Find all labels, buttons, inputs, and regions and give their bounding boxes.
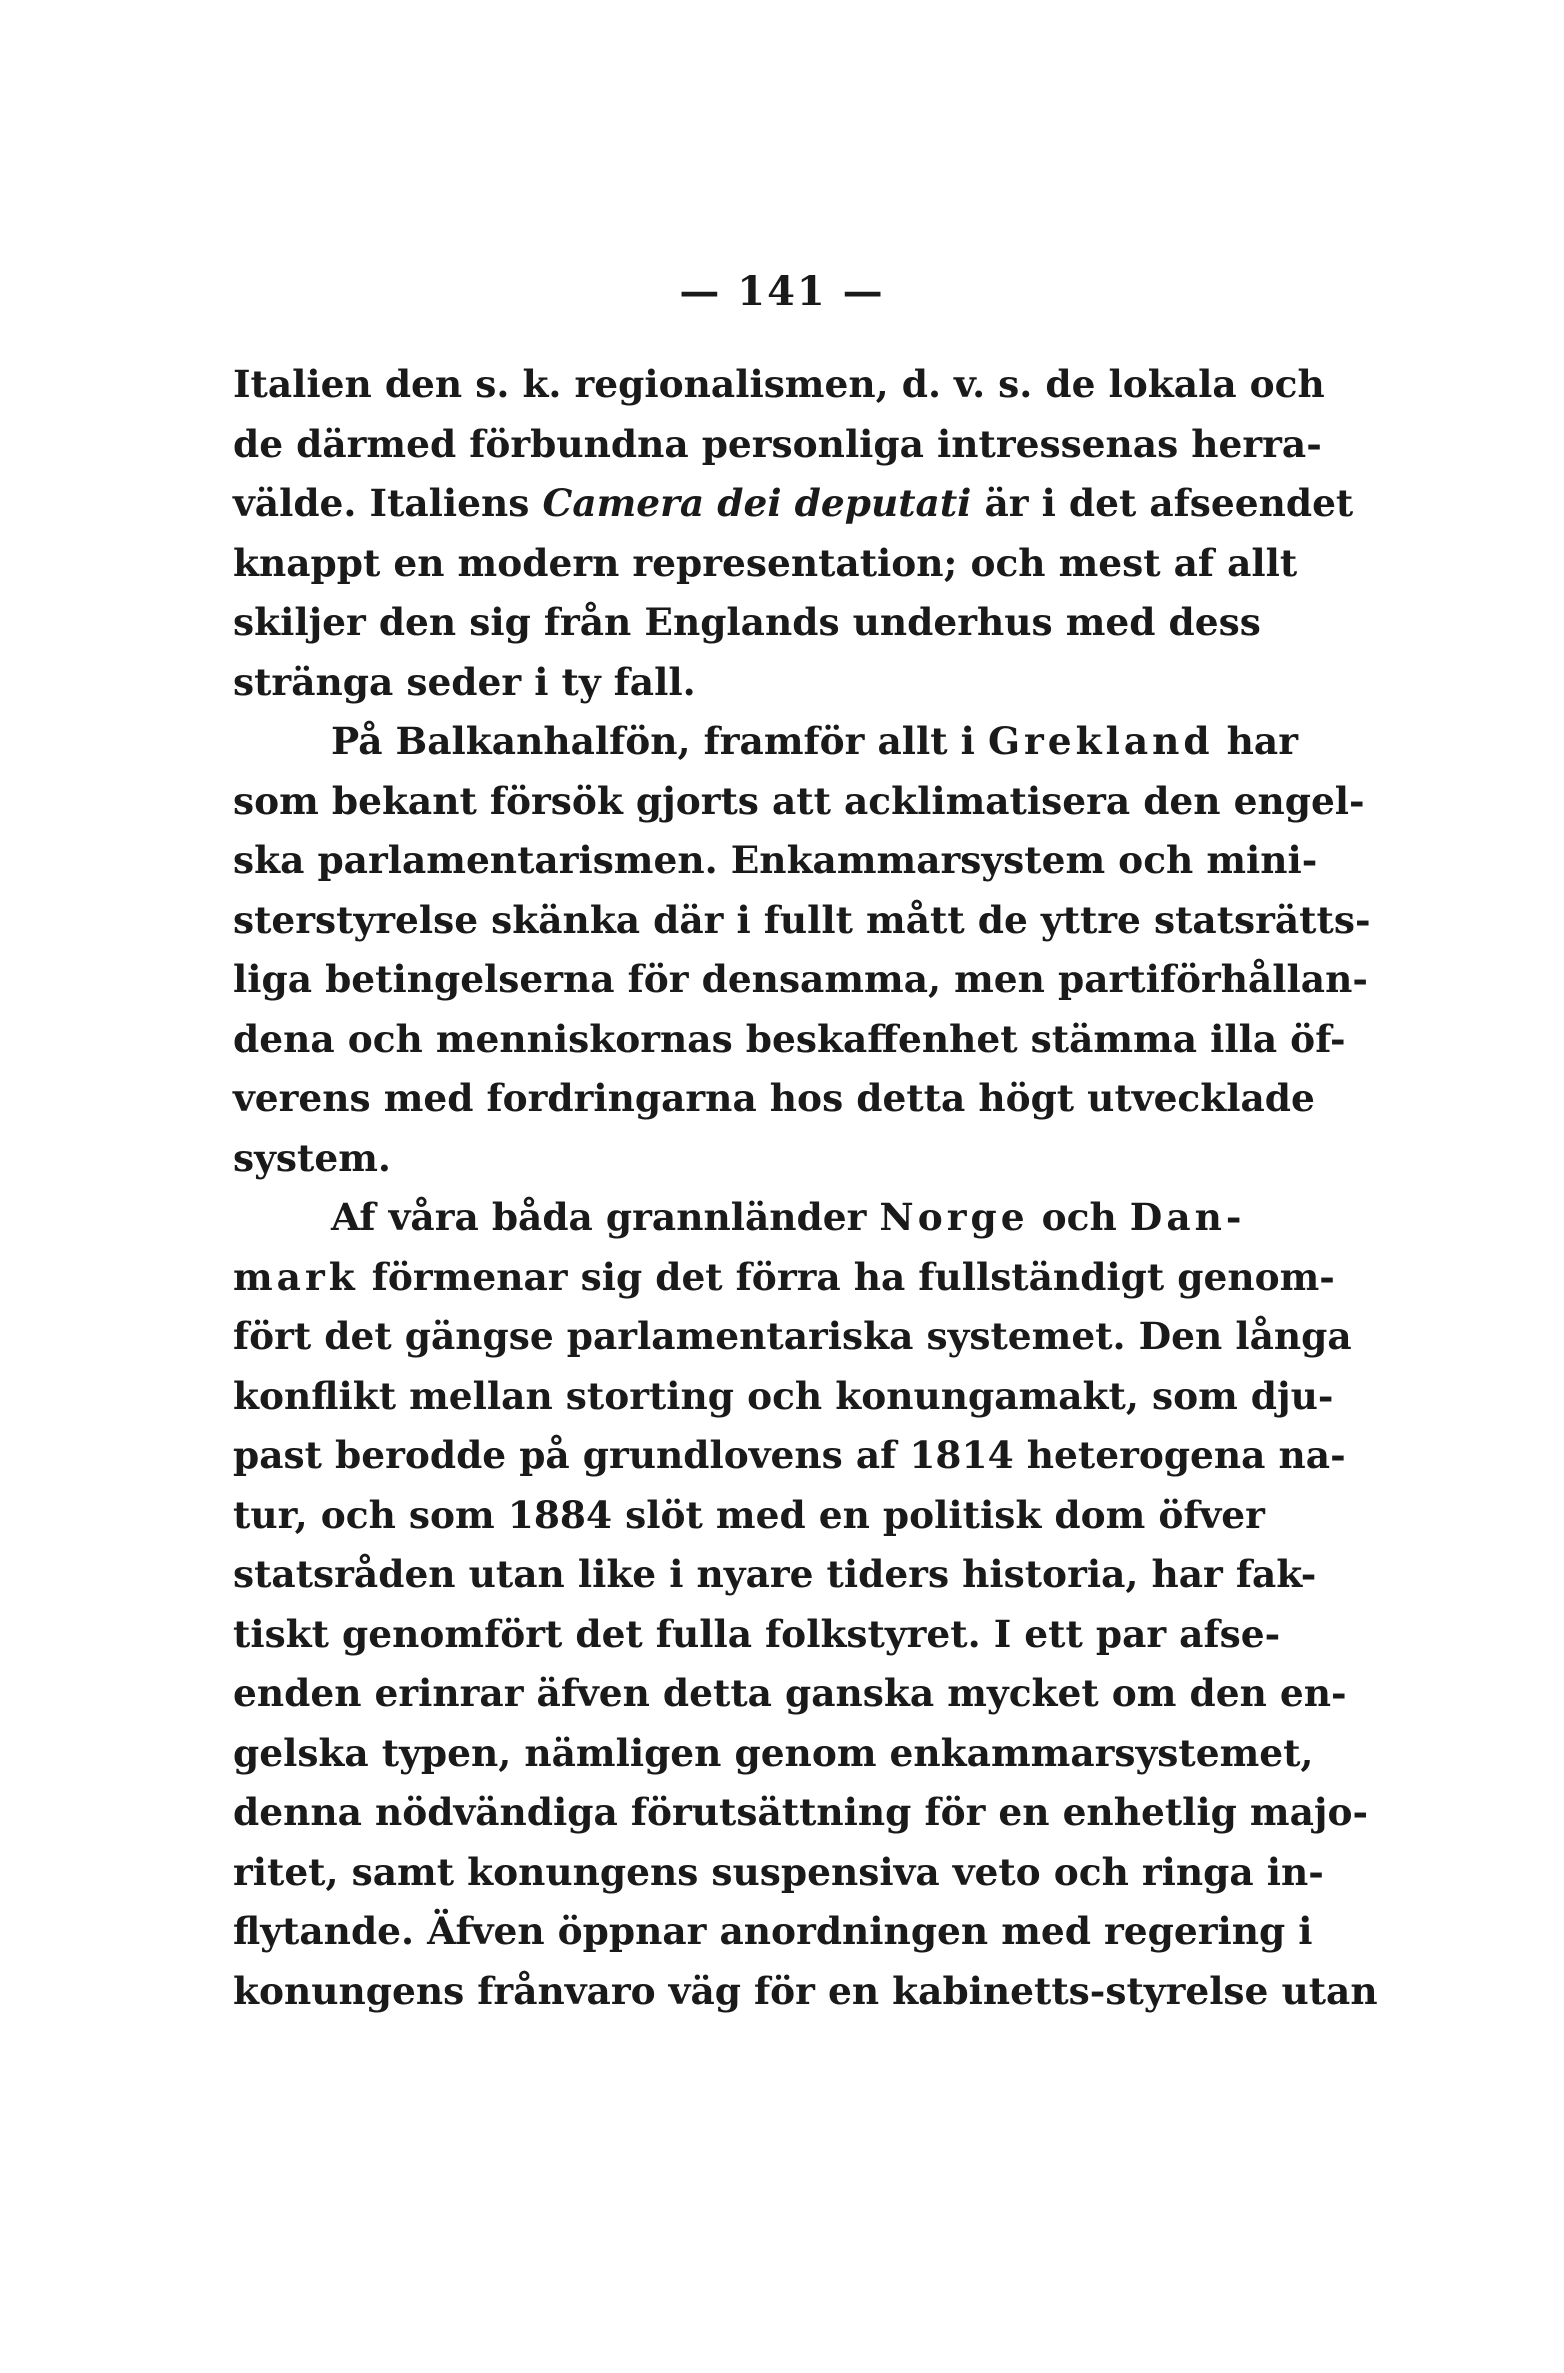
text-line: enden erinrar äfven detta ganska mycket om den en- bbox=[233, 1671, 1347, 1715]
text-line: gelska typen, nämligen genom enkammarsystemet, bbox=[233, 1730, 1314, 1775]
text-line: tur, och som 1884 slöt med en politisk dom öfver bbox=[233, 1492, 1265, 1537]
text-line: som bekant försök gjorts att acklimatisera den engel- bbox=[233, 778, 1365, 823]
text-line: konungens frånvaro väg för en kabinetts-styrelse utan bbox=[233, 1968, 1378, 2013]
italic-term: Camera dei deputati bbox=[542, 481, 972, 525]
text-line: välde. Italiens Camera dei deputati är i det afseendet bbox=[233, 481, 1354, 525]
text-line: flytande. Äfven öppnar anordningen med regering i bbox=[233, 1909, 1313, 1953]
text-line: denna nödvändiga förutsättning för en enhetlig majo- bbox=[233, 1790, 1369, 1834]
text-line: system. bbox=[233, 1135, 391, 1180]
text-line: fört det gängse parlamentariska systemet. Den långa bbox=[233, 1314, 1352, 1358]
spaced-name: Dan- bbox=[1129, 1195, 1246, 1239]
spaced-name: mark bbox=[233, 1254, 359, 1299]
page-number: — 141 — bbox=[679, 268, 885, 315]
text-line: Italien den s. k. regionalismen, d. v. s. de lokala och bbox=[233, 362, 1325, 406]
text-line: konflikt mellan storting och konungamakt, som dju- bbox=[233, 1373, 1334, 1418]
text-line: de därmed förbundna personliga intressenas herra- bbox=[233, 421, 1322, 466]
text-line: Af våra båda grannländer Norge och Dan- bbox=[331, 1195, 1246, 1239]
text-line: mark förmenar sig det förra ha fullständigt genom- bbox=[233, 1254, 1335, 1299]
text-line: tiskt genomfört det fulla folkstyret. I ett par afse- bbox=[233, 1611, 1281, 1656]
text-line: sterstyrelse skänka där i fullt mått de yttre statsrätts- bbox=[233, 897, 1371, 942]
body-text bbox=[233, 355, 1378, 2021]
text-line: dena och menniskornas beskaffenhet stämma illa öf- bbox=[233, 1016, 1346, 1061]
text-line: past berodde på grundlovens af 1814 heterogena na- bbox=[233, 1433, 1346, 1477]
text-line: stränga seder i ty fall. bbox=[233, 659, 696, 704]
text-line: ritet, samt konungens suspensiva veto och ringa in- bbox=[233, 1849, 1324, 1894]
text-line: ska parlamentarismen. Enkammarsystem och mini- bbox=[233, 838, 1318, 882]
text-line: statsråden utan like i nyare tiders historia, har fak- bbox=[233, 1552, 1317, 1596]
text-line: skiljer den sig från Englands underhus med dess bbox=[233, 600, 1261, 644]
text-line: liga betingelserna för densamma, men partiförhållan- bbox=[233, 957, 1368, 1001]
text-line: verens med fordringarna hos detta högt utvecklade bbox=[233, 1076, 1315, 1120]
spaced-name: Norge bbox=[879, 1195, 1029, 1239]
text-line: På Balkanhalfön, framför allt i Grekland har bbox=[331, 719, 1298, 763]
spaced-name: Grekland bbox=[987, 719, 1214, 763]
text-line: knappt en modern representation; och mest af allt bbox=[233, 540, 1298, 585]
